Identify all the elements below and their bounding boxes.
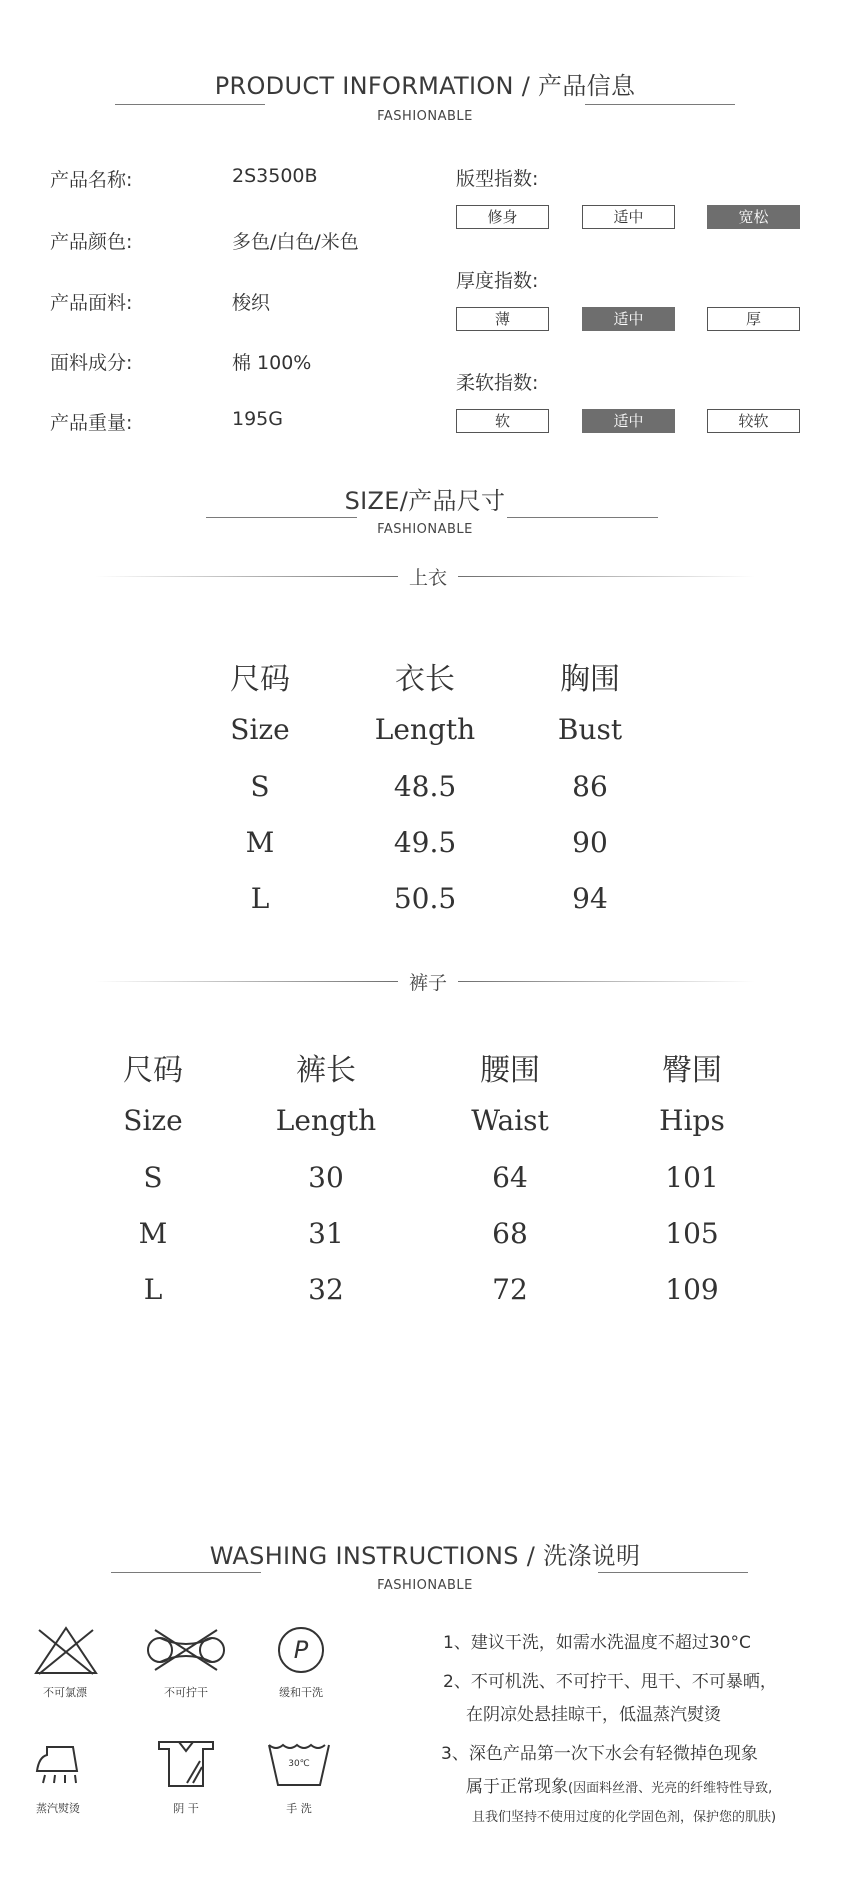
thickness-option-thin: 薄 [456,307,549,331]
thickness-option-medium: 适中 [582,307,675,331]
table-cell: 90 [572,826,608,859]
fit-option-regular: 适中 [582,205,675,229]
fabric-value: 梭织 [232,292,271,314]
weight-value: 195G [232,408,283,430]
table-cell: 105 [665,1217,719,1250]
shade-dry-icon [155,1739,217,1789]
title-rule-left [115,104,265,105]
product-info-subtitle: FASHIONABLE [377,109,473,124]
name-label: 产品名称: [50,169,133,191]
table-cell: 50.5 [393,882,457,915]
table-cell: M [138,1217,168,1250]
title-rule-right [585,104,735,105]
washing-subtitle: FASHIONABLE [377,1578,473,1593]
thickness-option-thick: 厚 [707,307,800,331]
top-col-bust-zh: 胸围 [560,662,620,697]
softness-option-soft: 软 [456,409,549,433]
table-cell: M [245,826,275,859]
no-bleach-caption: 不可氯漂 [43,1686,87,1699]
top-col-length-en: Length [374,713,476,746]
no-wring-caption: 不可拧干 [164,1686,208,1699]
table-cell: 49.5 [393,826,457,859]
hand-wash-temp: 30℃ [288,1759,310,1769]
washing-title: WASHING INSTRUCTIONS / 洗涤说明 [209,1542,641,1570]
table-cell: 101 [665,1161,719,1194]
size-rule-left [206,517,357,518]
weight-label: 产品重量: [50,412,133,434]
fabric-label: 产品面料: [50,292,133,314]
fit-option-slim: 修身 [456,205,549,229]
shade-dry-caption: 阴 干 [173,1802,199,1815]
composition-label: 面料成分: [50,352,133,374]
fit-index-label: 版型指数: [456,168,539,190]
color-value: 多色/白色/米色 [232,231,359,253]
table-cell: S [250,770,270,803]
wash-note-3b [466,1772,772,1797]
pants-col-size-zh: 尺码 [123,1053,183,1088]
name-value: 2S3500B [232,165,318,187]
wash-note-3b-detail: (因面料丝滑、光亮的纤维特性导致, [568,1781,773,1796]
wash-note-3: 3、深色产品第一次下水会有轻微掉色现象 [441,1744,758,1764]
top-col-size-en: Size [230,713,290,746]
dry-clean-p-icon [276,1625,326,1675]
product-info-title: PRODUCT INFORMATION / 产品信息 [214,72,636,100]
washing-rule-left [111,1572,261,1573]
top-col-size-zh: 尺码 [230,662,290,697]
table-cell: S [143,1161,163,1194]
pants-divider-left [95,981,398,982]
thickness-index-label: 厚度指数: [456,270,539,292]
table-cell: 48.5 [393,770,457,803]
pants-col-waist-en: Waist [471,1104,549,1137]
table-cell: L [250,882,270,915]
pants-col-length-en: Length [275,1104,377,1137]
pants-col-hips-zh: 臀围 [662,1053,722,1088]
color-label: 产品颜色: [50,231,133,253]
table-cell: 32 [308,1273,344,1306]
dry-clean-caption: 缓和干洗 [279,1686,323,1699]
iron-caption: 蒸汽熨烫 [36,1802,80,1815]
table-cell: 64 [492,1161,528,1194]
softness-option-softer: 较软 [707,409,800,433]
wash-note-2b: 在阴凉处悬挂晾干，低温蒸汽熨烫 [466,1705,721,1725]
table-cell: 31 [308,1217,344,1250]
pants-heading: 裤子 [408,972,447,994]
table-cell: L [143,1273,163,1306]
wash-note-2: 2、不可机洗、不可拧干、甩干、不可暴晒， [443,1672,777,1692]
pants-col-waist-zh: 腰围 [480,1053,540,1088]
fit-option-loose: 宽松 [707,205,800,229]
wash-note-3b-main: 属于正常现象 [466,1777,568,1797]
size-rule-right [507,517,658,518]
table-cell: 72 [492,1273,528,1306]
top-divider-left [95,576,398,577]
svg-text:P: P [293,1636,309,1664]
top-heading: 上衣 [408,567,447,589]
size-subtitle: FASHIONABLE [377,522,473,537]
softness-option-medium: 适中 [582,409,675,433]
wash-note-3c: 且我们坚持不使用过度的化学固色剂，保护您的肌肤) [472,1810,777,1825]
size-title: SIZE/产品尺寸 [344,487,506,515]
iron-icon [33,1741,89,1787]
no-bleach-icon [33,1625,99,1677]
wash-note-1: 1、建议干洗，如需水洗温度不超过30°C [443,1633,751,1653]
washing-rule-right [598,1572,748,1573]
pants-col-length-zh: 裤长 [296,1053,356,1088]
table-cell: 86 [572,770,608,803]
pants-col-hips-en: Hips [659,1104,725,1137]
no-wring-icon [145,1627,227,1673]
composition-value: 棉 100% [232,352,312,374]
hand-wash-caption: 手 洗 [286,1802,312,1815]
top-col-bust-en: Bust [557,713,623,746]
table-cell: 68 [492,1217,528,1250]
top-col-length-zh: 衣长 [395,662,455,697]
softness-index-label: 柔软指数: [456,372,539,394]
table-cell: 109 [665,1273,719,1306]
pants-divider-right [458,981,755,982]
table-cell: 94 [572,882,608,915]
top-divider-right [458,576,755,577]
table-cell: 30 [308,1161,344,1194]
pants-col-size-en: Size [123,1104,183,1137]
